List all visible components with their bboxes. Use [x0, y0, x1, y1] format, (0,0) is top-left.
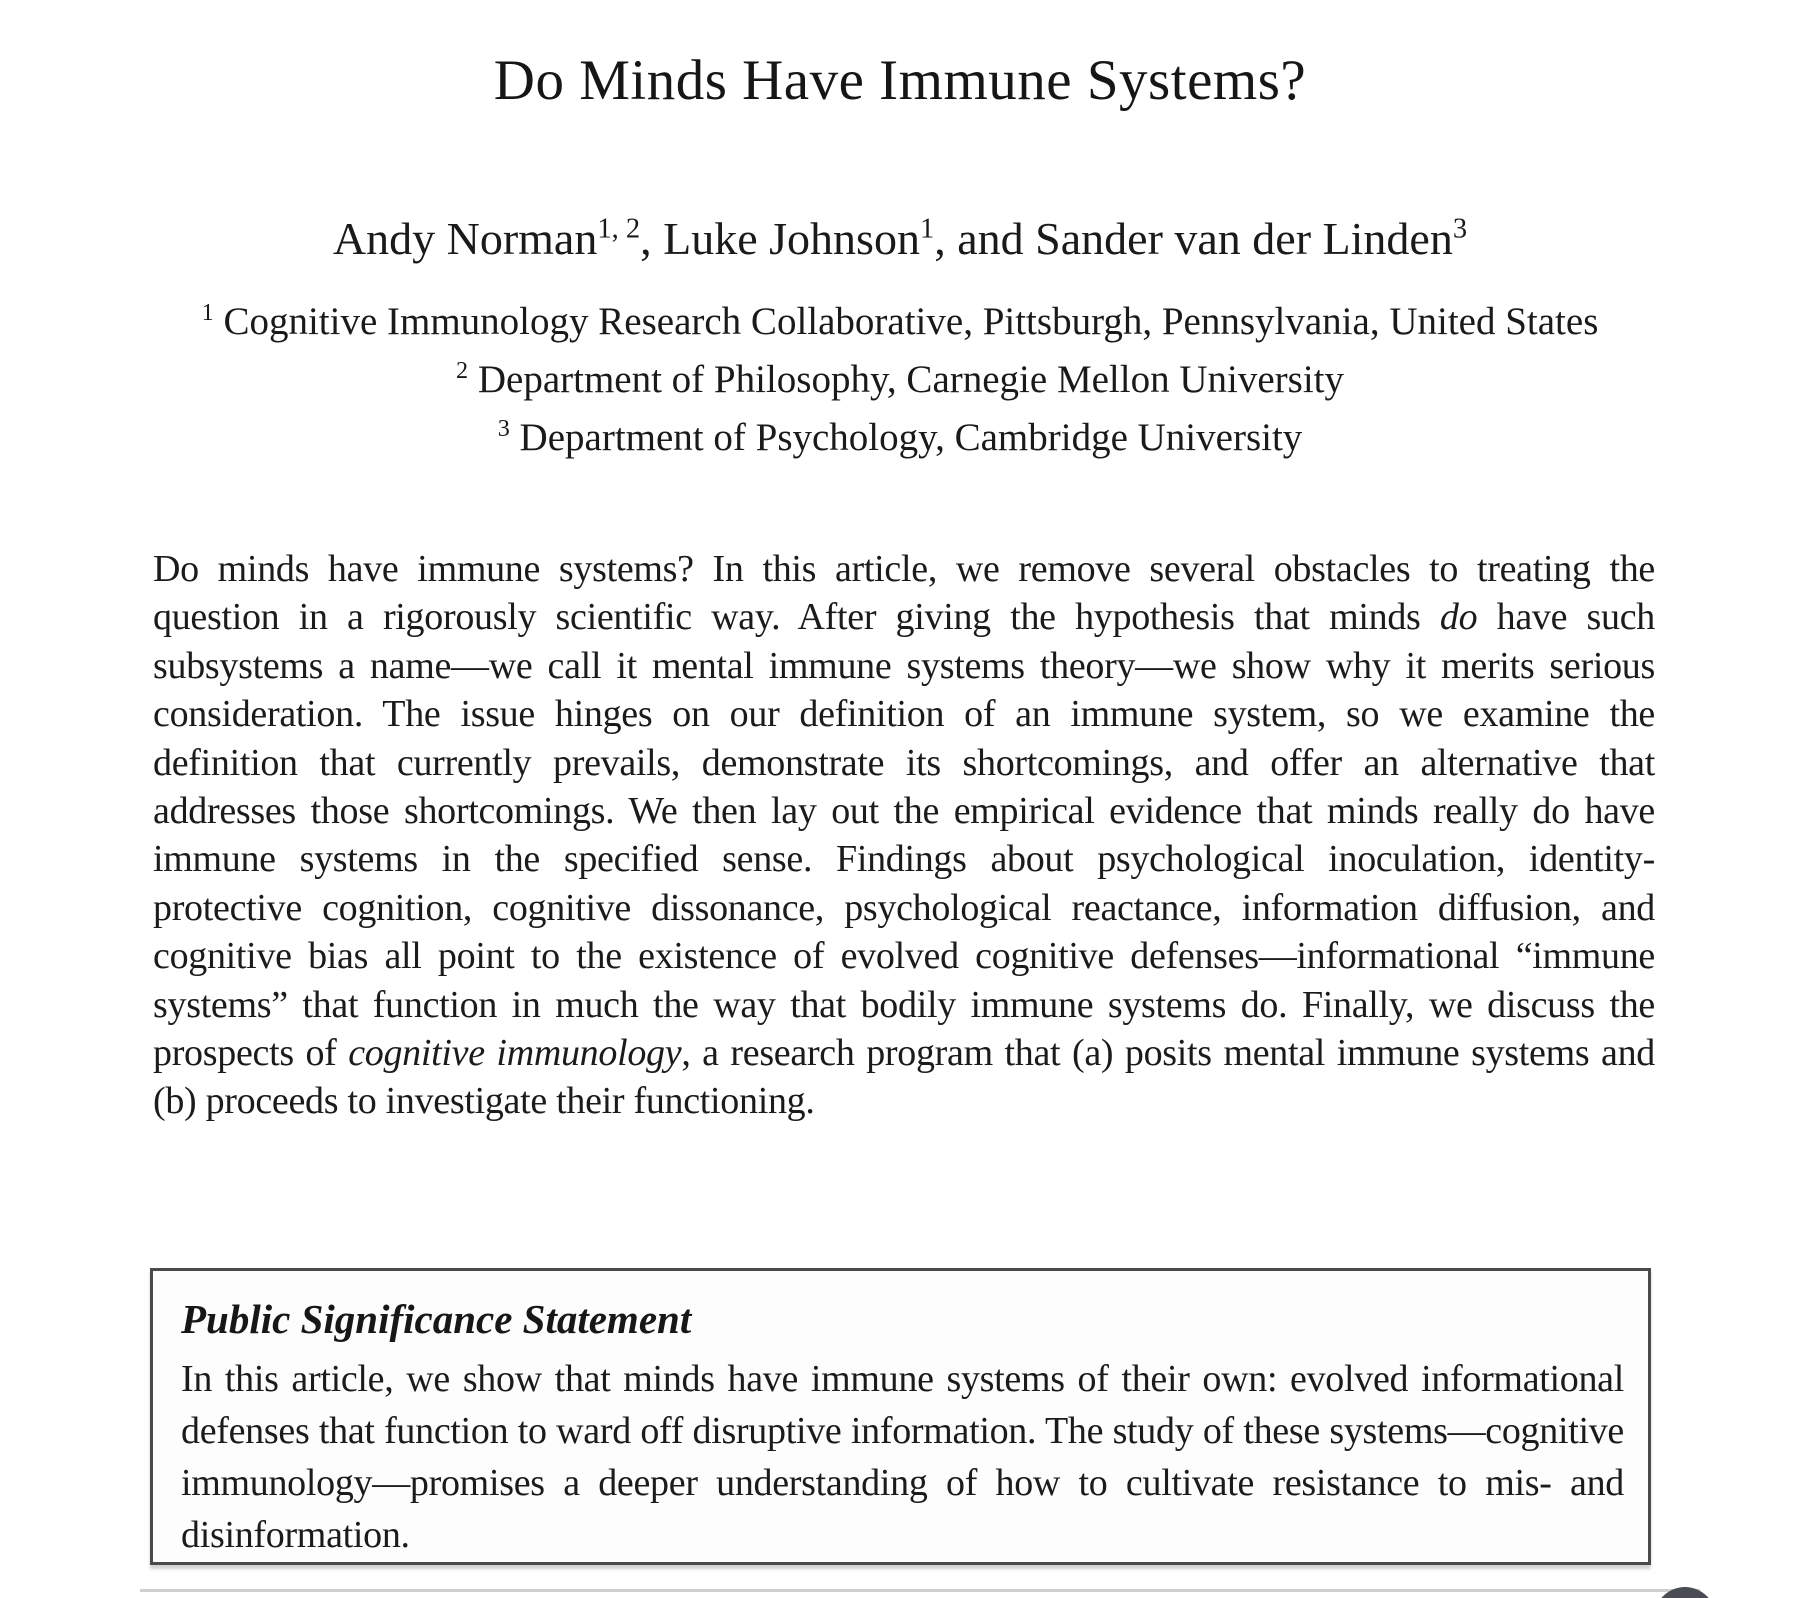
affiliation-line-3	[0, 409, 1800, 467]
affiliation-marker: 2	[456, 357, 469, 384]
public-significance-heading: Public Significance Statement	[181, 1296, 692, 1342]
affiliation-marker: 3	[497, 415, 510, 442]
affiliation-marker: 1	[201, 299, 214, 326]
affiliation-line-1	[0, 293, 1800, 351]
public-significance-body: In this article, we show that minds have immune systems of their own: evolved informational defenses that function to ward off disruptive information. The study of these systems—cognitive immunology—promises a deeper understanding of how to cultivate resistance to mis- and disinformation.	[181, 1358, 1624, 1556]
affiliation-line-2	[0, 351, 1800, 409]
affiliation-text: Department of Philosophy, Carnegie Mellon University	[477, 358, 1344, 401]
public-significance-box	[150, 1268, 1651, 1565]
affiliations-block	[0, 293, 1800, 467]
authors-line: Andy Norman$^{1, 2}$, Luke Johnson$^1$, and Sander van der Linden$^3$	[332, 213, 1468, 264]
paper-title: Do Minds Have Immune Systems?	[493, 49, 1307, 112]
next-section-divider-line	[140, 1589, 1700, 1592]
affiliation-text: Department of Psychology, Cambridge University	[519, 416, 1303, 459]
abstract-paragraph: Do minds have immune systems? In this article, we remove several obstacles to treating the question in a rigorously scientific way. After giving the hypothesis that minds do have such subsystems a name—we call it mental immune systems theory—we show why it merits serious consideration. The issue hinges on our definition of an immune system, so we examine the definition that currently prevails, demonstrate its shortcomings, and offer an alternative that addresses those shortcomings. We then lay out the empirical evidence that minds really do have immune systems in the specified sense. Findings about psychological inoculation, identity-protective cognition, cognitive dissonance, psychological reactance, information diffusion, and cognitive bias all point to the existence of evolved cognitive defenses—informational “immune systems” that function in much the way that bodily immune systems do. Finally, we discuss the prospects of cognitive immunology, a research program that (a) posits mental immune systems and (b) proceeds to investigate their functioning.	[153, 548, 1656, 1123]
affiliation-text: Cognitive Immunology Research Collaborative, Pittsburgh, Pennsylvania, United States	[223, 300, 1599, 343]
